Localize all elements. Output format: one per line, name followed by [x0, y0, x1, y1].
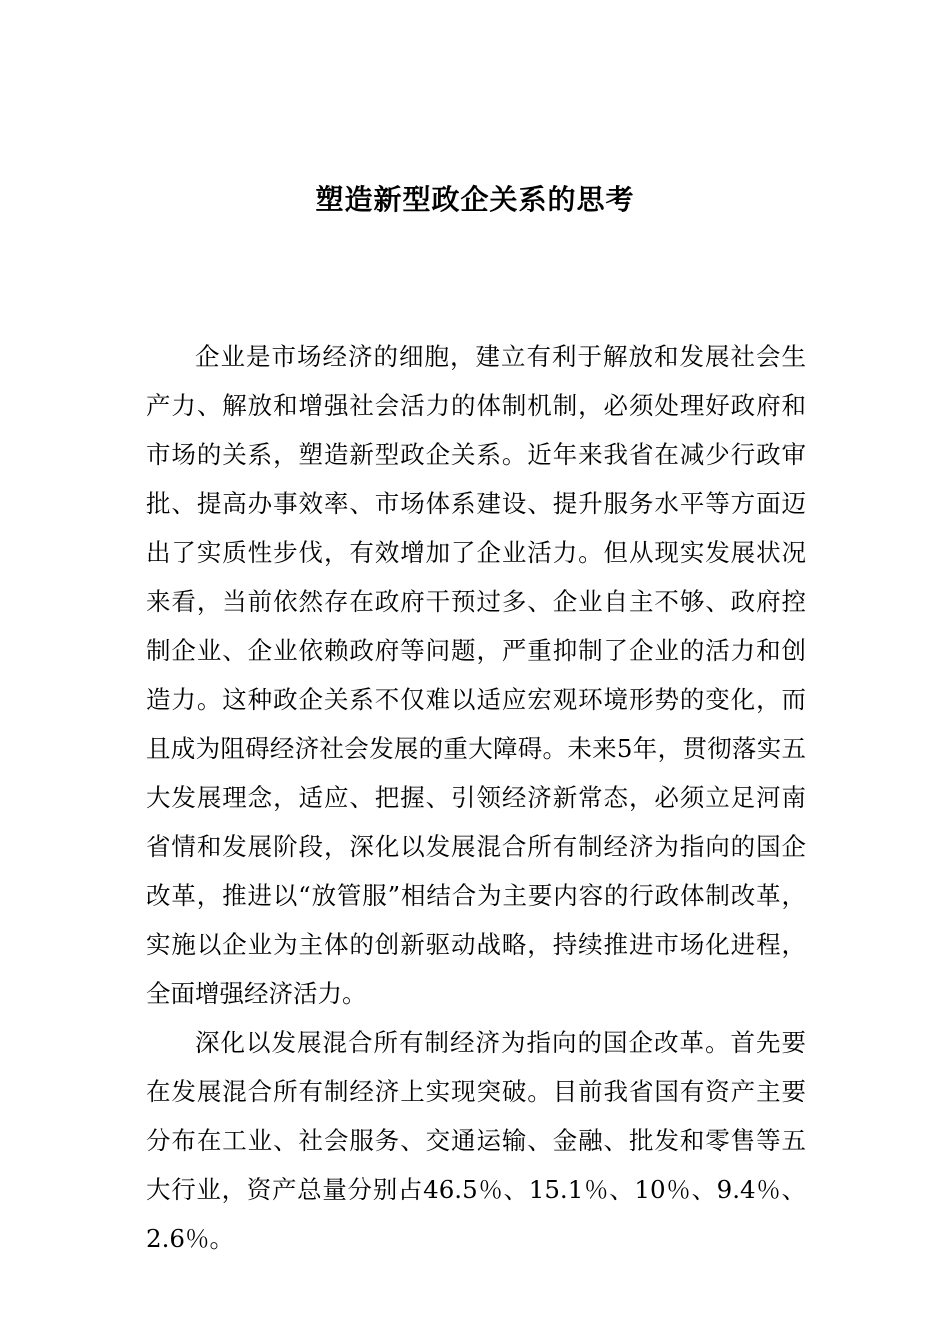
- paragraph-1: 企业是市场经济的细胞，建立有利于解放和发展社会生产力、解放和增强社会活力的体制机制，必须处理好政府和市场的关系，塑造新型政企关系。近年来我省在减少行政审批、提高办事效率、市场体系建设、提升服务水平等方面迈出了实质性步伐，有效增加了企业活力。但从现实发展状况来看，当前依然存在政府干预过多、企业自主不够、政府控制企业、企业依赖政府等问题，严重抑制了企业的活力和创造力。这种政企关系不仅难以适应宏观环境形势的变化，而且成为阻碍经济社会发展的重大障碍。未来5年，贯彻落实五大发展理念，适应、把握、引领经济新常态，必须立足河南省情和发展阶段，深化以发展混合所有制经济为指向的国企改革，推进以“放管服”相结合为主要内容的行政体制改革，实施以企业为主体的创新驱动战略，持续推进市场化进程，全面增强经济活力。: [146, 342, 806, 1008]
- paragraph-2: 深化以发展混合所有制经济为指向的国企改革。首先要在发展混合所有制经济上实现突破。目前我省国有资产主要分布在工业、社会服务、交通运输、金融、批发和零售等五大行业，资产总量分别占46.5％、15.1％、10％、9.4％、2.6％。: [146, 1028, 806, 1253]
- document-title: 塑造新型政企关系的思考: [315, 183, 635, 216]
- document-body: [146, 332, 806, 1263]
